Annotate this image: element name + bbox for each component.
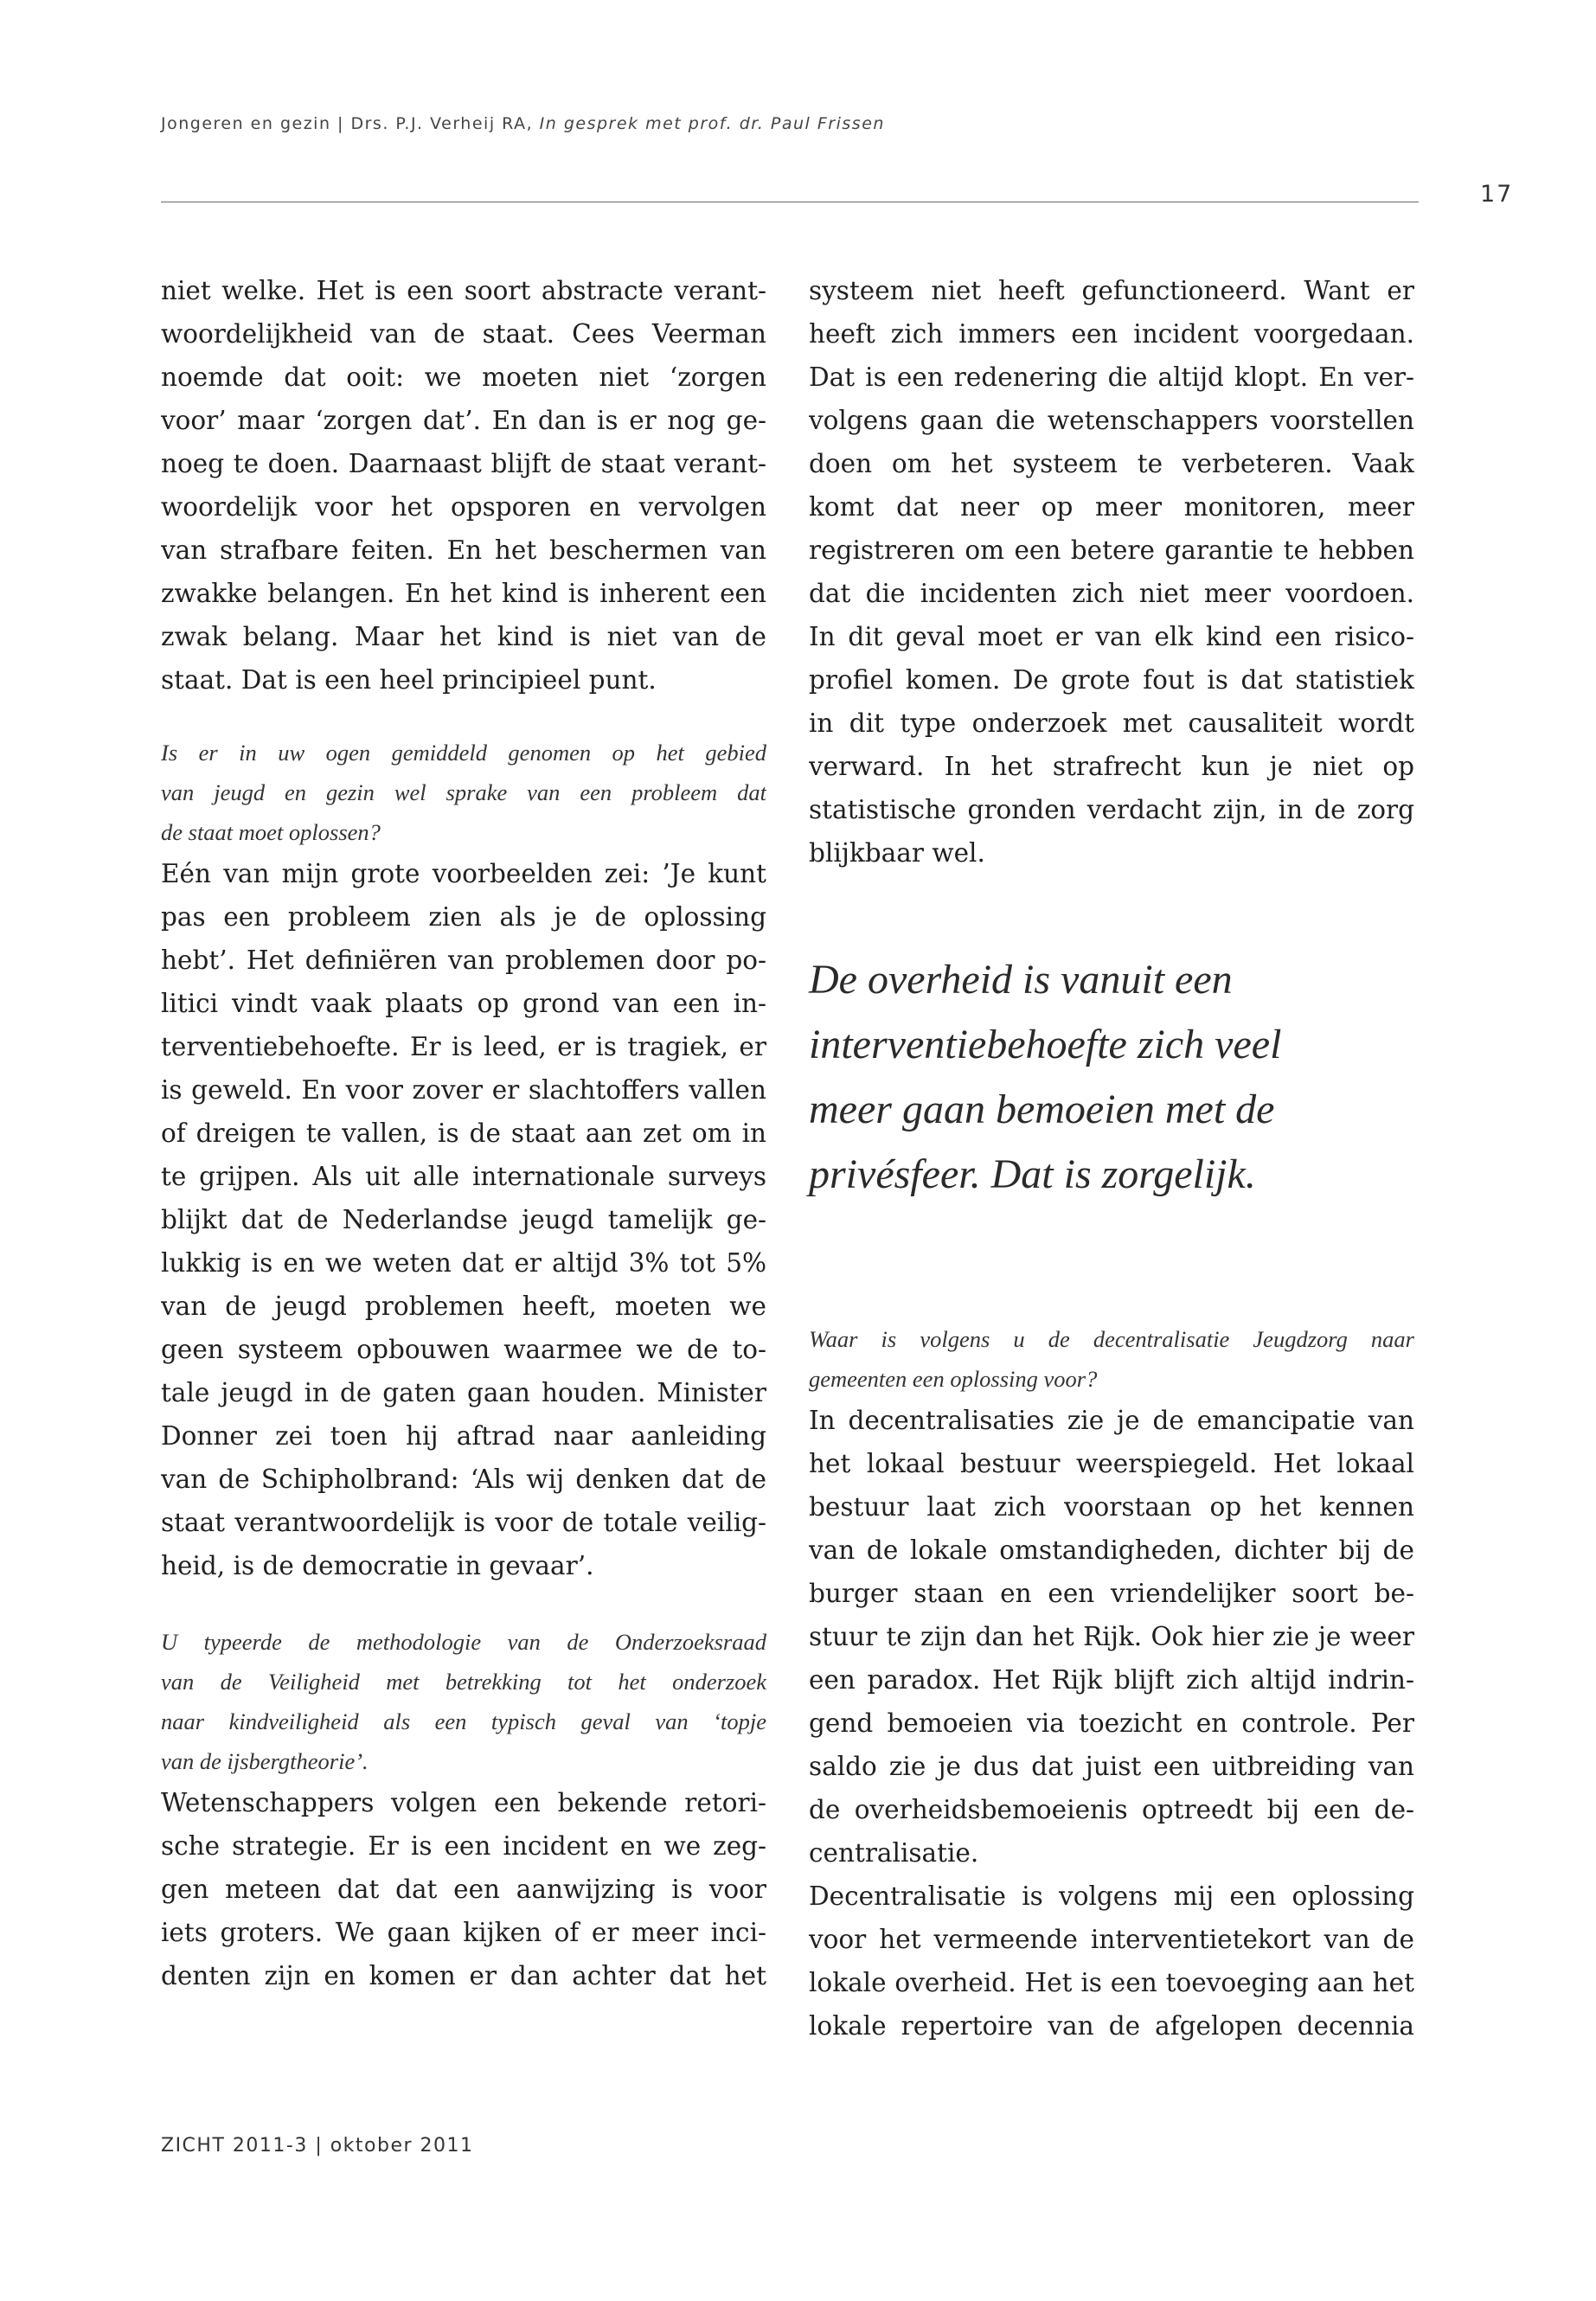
pull-quote-line: privésfeer. Dat is zorgelijk. (809, 1151, 1256, 1197)
question-line: van de Veiligheid met betrekking tot het onderzoek (161, 1669, 766, 1695)
question-line: U typeerde de methodologie van de Onderzoeksraad (161, 1629, 766, 1655)
right-column (809, 269, 1414, 2048)
text-line: denten zijn en komen er dan achter dat het (161, 1961, 766, 1990)
text-line: sche strategie. Er is een incident en we zeg- (161, 1831, 766, 1861)
text-line: in dit type onderzoek met causaliteit wordt (809, 708, 1414, 738)
text-line: In decentralisaties zie je de emancipatie van (809, 1406, 1414, 1435)
left-column (161, 269, 766, 1997)
pull-quote-line: interventiebehoefte zich veel (809, 1022, 1282, 1067)
text-line: staat verantwoordelijk is voor de totale veilig- (161, 1508, 766, 1537)
text-line: van strafbare feiten. En het beschermen van (161, 535, 766, 565)
text-line: een paradox. Het Rijk blijft zich altijd indrin- (809, 1665, 1414, 1695)
text-line: Decentralisatie is volgens mij een oplossing (809, 1881, 1414, 1911)
text-line: saldo zie je dus dat juist een uitbreiding van (809, 1752, 1414, 1781)
paragraph (809, 1399, 1414, 1875)
text-line: zwakke belangen. En het kind is inherent een (161, 579, 766, 608)
text-line: burger staan en een vriendelijker soort be- (809, 1579, 1414, 1608)
question-line: Is er in uw ogen gemiddeld genomen op het gebied (161, 740, 766, 766)
pull-quote (809, 947, 1414, 1207)
text-line: profiel komen. De grote fout is dat statistiek (809, 665, 1414, 695)
text-line: doen om het systeem te verbeteren. Vaak (809, 449, 1414, 478)
text-line: iets groters. We gaan kijken of er meer inci- (161, 1918, 766, 1947)
text-line: pas een probleem zien als je de oplossing (161, 902, 766, 932)
text-line: van de jeugd problemen heeft, moeten we (161, 1292, 766, 1321)
text-line: bestuur laat zich voorstaan op het kennen (809, 1492, 1414, 1522)
text-line: systeem niet heeft gefunctioneerd. Want er (809, 276, 1414, 305)
text-line: het lokaal bestuur weerspiegeld. Het lokaal (809, 1449, 1414, 1478)
text-line: geen systeem opbouwen waarmee we de to- (161, 1335, 766, 1364)
interview-question (161, 733, 766, 852)
page-footer: ZICHT 2011-3 | oktober 2011 (161, 2135, 474, 2157)
text-line: is geweld. En voor zover er slachtoffers vallen (161, 1075, 766, 1105)
text-line: woordelijkheid van de staat. Cees Veerman (161, 319, 766, 349)
text-line: de overheidsbemoeienis optreedt bij een de- (809, 1795, 1414, 1824)
question-line: naar kindveiligheid als een typisch geval van ‘topje (161, 1708, 766, 1734)
paragraph (809, 269, 1414, 875)
running-header (161, 114, 1372, 133)
text-line: dat die incidenten zich niet meer voordoen. (809, 579, 1414, 608)
pull-quote-line: meer gaan bemoeien met de (809, 1086, 1275, 1132)
question-line: Waar is volgens u de decentralisatie Jeugdzorg naar (809, 1326, 1414, 1352)
text-line: hebt’. Het definiëren van problemen door po- (161, 945, 766, 975)
text-line: noemde dat ooit: we moeten niet ‘zorgen (161, 362, 766, 392)
text-line: registreren om een betere garantie te hebben (809, 535, 1414, 565)
text-line: Dat is een redenering die altijd klopt. En ver- (809, 362, 1414, 392)
text-line: lukkig is en we weten dat er altijd 3% tot 5% (161, 1248, 766, 1278)
text-line: Donner zei toen hij aftrad naar aanleiding (161, 1421, 766, 1451)
question-line: de staat moet oplossen? (161, 819, 381, 845)
question-line: van de ijsbergtheorie’. (161, 1748, 369, 1774)
header-authors: Jongeren en gezin | Drs. P.J. Verheij RA, (161, 114, 540, 133)
question-line: gemeenten een oplossing voor? (809, 1366, 1098, 1392)
text-line: of dreigen te vallen, is de staat aan zet om in (161, 1118, 766, 1148)
text-line: blijkt dat de Nederlandse jeugd tamelijk ge- (161, 1205, 766, 1234)
text-line: voor het vermeende interventietekort van de (809, 1925, 1414, 1954)
text-line: terventiebehoefte. Er is leed, er is tragiek, er (161, 1032, 766, 1061)
text-line: volgens gaan die wetenschappers voorstellen (809, 406, 1414, 435)
interview-question (161, 1622, 766, 1781)
text-line: litici vindt vaak plaats op grond van een in- (161, 989, 766, 1018)
text-line: zwak belang. Maar het kind is niet van de (161, 622, 766, 651)
text-line: stuur te zijn dan het Rijk. Ook hier zie je weer (809, 1622, 1414, 1651)
text-line: heeft zich immers een incident voorgedaan. (809, 319, 1414, 349)
text-line: voor’ maar ‘zorgen dat’. En dan is er nog ge- (161, 406, 766, 435)
text-line: noeg te doen. Daarnaast blijft de staat verant- (161, 449, 766, 478)
text-line: lokale overheid. Het is een toevoeging aan het (809, 1968, 1414, 1997)
paragraph (809, 1875, 1414, 2048)
text-line: niet welke. Het is een soort abstracte verant- (161, 276, 766, 305)
text-line: komt dat neer op meer monitoren, meer (809, 492, 1414, 522)
text-line: tale jeugd in de gaten gaan houden. Minister (161, 1378, 766, 1407)
text-line: van de Schipholbrand: ‘Als wij denken dat de (161, 1465, 766, 1494)
header-article-title: In gesprek met prof. dr. Paul Frissen (539, 114, 885, 133)
page-number: 17 (1480, 181, 1514, 208)
text-line: te grijpen. Als uit alle internationale surveys (161, 1162, 766, 1191)
text-line: lokale repertoire van de afgelopen decennia (809, 2011, 1414, 2041)
text-line: gend bemoeien via toezicht en controle. Per (809, 1708, 1414, 1738)
text-line: statistische gronden verdacht zijn, in de zorg (809, 795, 1414, 824)
text-line: Eén van mijn grote voorbeelden zei: ’Je kunt (161, 859, 766, 888)
text-line: heid, is de democratie in gevaar’. (161, 1551, 594, 1580)
text-line: van de lokale omstandigheden, dichter bij de (809, 1535, 1414, 1565)
pull-quote-line: De overheid is vanuit een (809, 957, 1233, 1003)
text-line: centralisatie. (809, 1838, 979, 1868)
question-line: van jeugd en gezin wel sprake van een probleem dat (161, 779, 766, 805)
text-line: verward. In het strafrecht kun je niet op (809, 752, 1414, 781)
text-line: gen meteen dat dat een aanwijzing is voor (161, 1875, 766, 1904)
text-line: blijkbaar wel. (809, 838, 985, 868)
text-line: woordelijk voor het opsporen en vervolgen (161, 492, 766, 522)
text-line: Wetenschappers volgen een bekende retori- (161, 1788, 766, 1817)
text-line: In dit geval moet er van elk kind een risico- (809, 622, 1414, 651)
paragraph (161, 1781, 766, 1997)
paragraph (161, 269, 766, 702)
text-line: staat. Dat is een heel principieel punt. (161, 665, 657, 695)
paragraph (161, 852, 766, 1587)
interview-question (809, 1319, 1414, 1399)
